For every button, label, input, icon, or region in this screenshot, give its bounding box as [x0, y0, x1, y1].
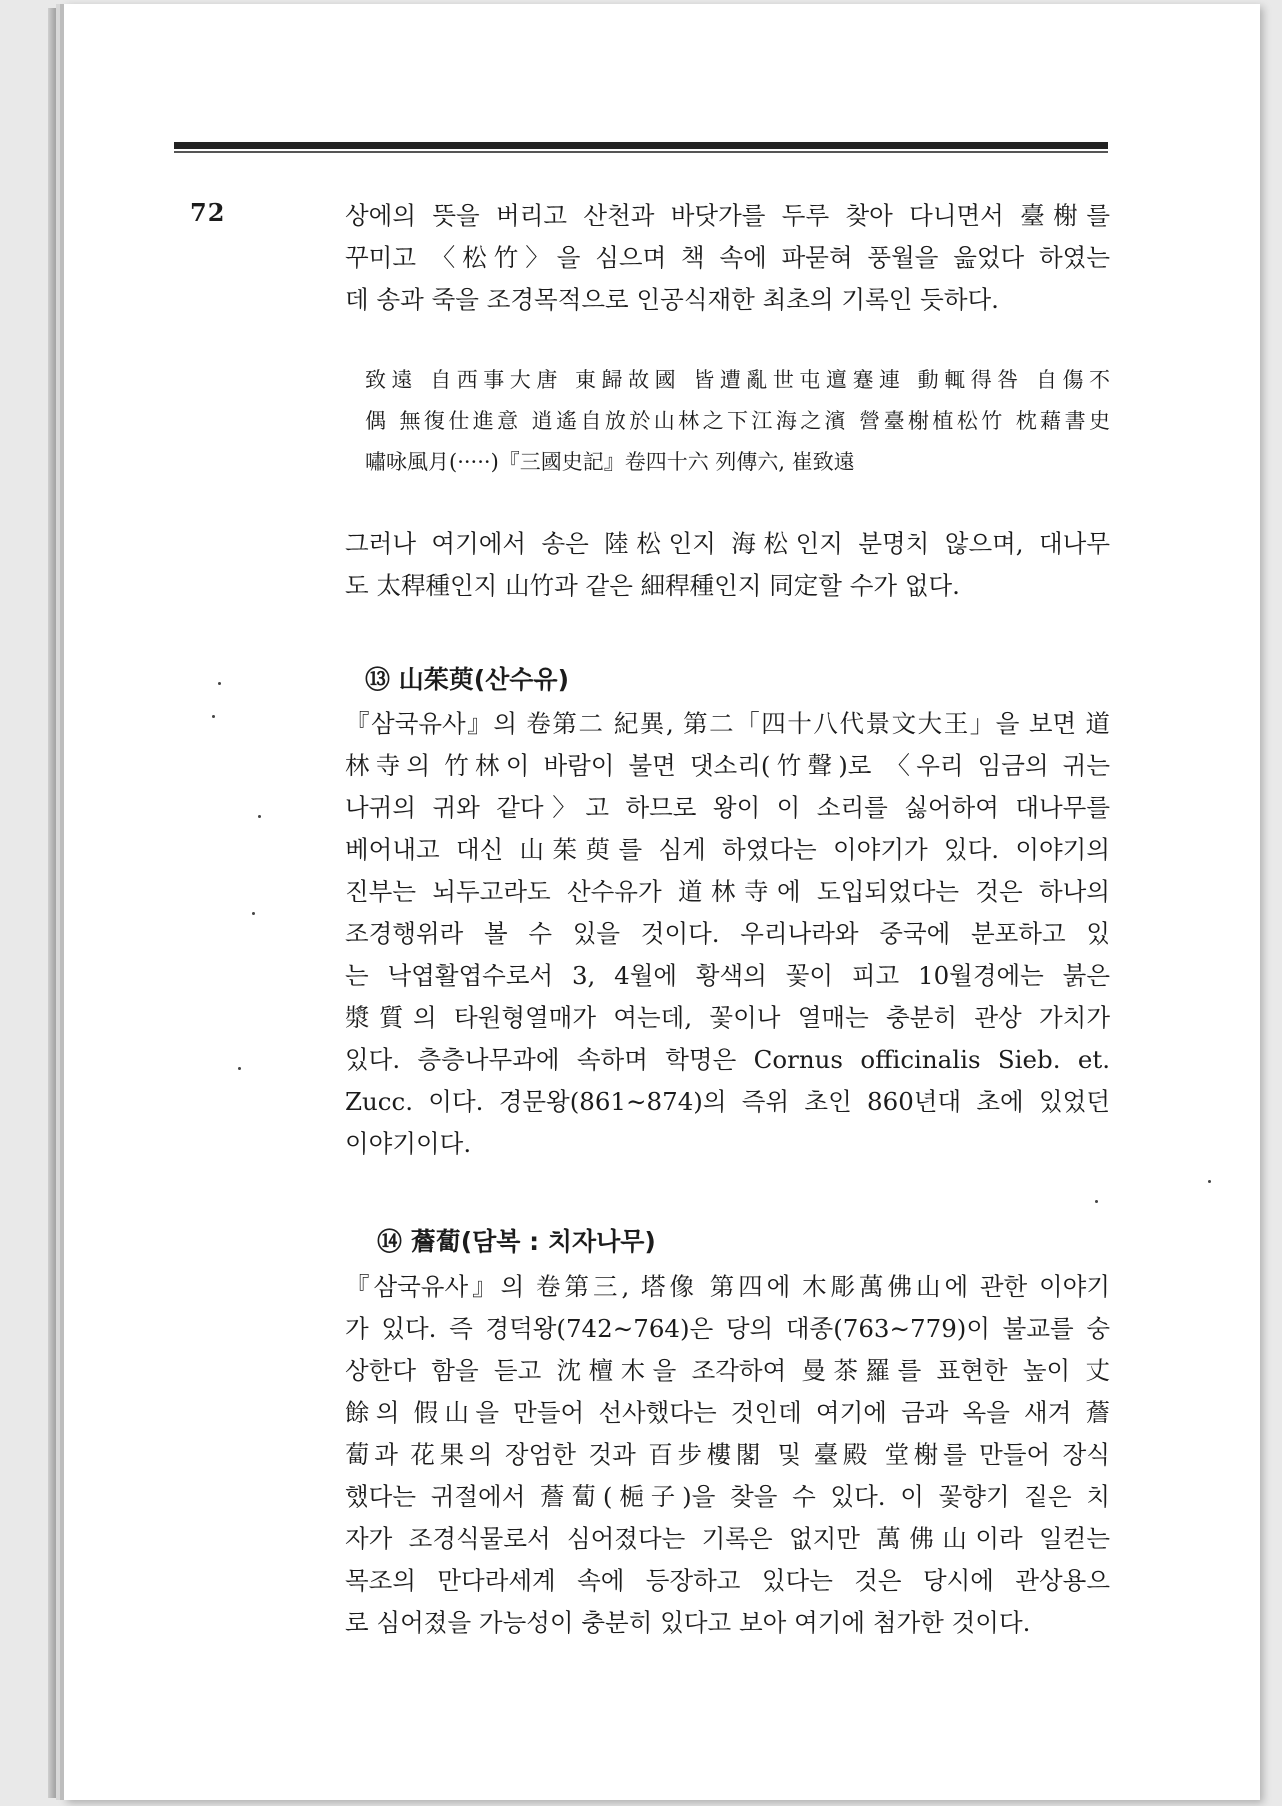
text-line: 漿質의 타원형열매가 여는데, 꽃이나 열매는 충분히 관상 가치가	[345, 1003, 1110, 1032]
text-line: 蔔과 花果의 장엄한 것과 百步樓閣 및 臺殿 堂榭를 만들어 장식	[345, 1440, 1110, 1469]
text-line: 林寺의 竹林이 바람이 불면 댓소리(竹聲)로 〈우리 임금의 귀는	[345, 751, 1110, 780]
page-number: 72	[190, 198, 226, 227]
scan-speck	[258, 815, 261, 818]
text-line: 자가 조경식물로서 심어졌다는 기록은 없지만 萬佛山이라 일컫는	[345, 1524, 1110, 1553]
text-line: 꾸미고 〈松竹〉을 심으며 책 속에 파묻혀 풍월을 읊었다 하였는	[345, 243, 1110, 272]
text-line: 그러나 여기에서 송은 陸松인지 海松인지 분명치 않으며, 대나무	[345, 529, 1110, 558]
text-line: Zucc. 이다. 경문왕(861∼874)의 즉위 초인 860년대 초에 있었던	[345, 1087, 1110, 1116]
scan-speck	[218, 682, 221, 685]
text-line: 는 낙엽활엽수로서 3, 4월에 황색의 꽃이 피고 10월경에는 붉은	[345, 961, 1110, 990]
header-rule-thin	[174, 151, 1108, 153]
quote-line: 嘯咏風月(·····)『三國史記』卷四十六 列傳六, 崔致遠	[365, 450, 855, 474]
scan-speck	[1095, 1200, 1098, 1203]
text-line: 로 심어졌을 가능성이 충분히 있다고 보아 여기에 첨가한 것이다.	[345, 1608, 1031, 1637]
text-line: 목조의 만다라세계 속에 등장하고 있다는 것은 당시에 관상용으	[345, 1566, 1110, 1595]
paragraph-after-quote	[345, 523, 1110, 607]
text-line: 나귀의 귀와 같다〉고 하므로 왕이 이 소리를 싫어하여 대나무를	[345, 793, 1110, 822]
text-line: 베어내고 대신 山茱萸를 심게 하였다는 이야기가 있다. 이야기의	[345, 835, 1110, 864]
scan-speck	[1208, 1180, 1211, 1183]
text-line: 이야기이다.	[345, 1129, 472, 1158]
section-14-heading: ⑭ 薝蔔(담복 : 치자나무)	[377, 1227, 656, 1256]
text-line: 『삼국유사』의 卷第三, 塔像 第四에 木彫萬佛山에 관한 이야기	[345, 1272, 1110, 1301]
text-line: 진부는 뇌두고라도 산수유가 道林寺에 도입되었다는 것은 하나의	[345, 877, 1110, 906]
quote-line: 致遠 自西事大唐 東歸故國 皆遭亂世屯邅蹇連 動輒得咎 自傷不	[365, 368, 1110, 392]
text-line: 상한다 함을 듣고 沈檀木을 조각하여 曼茶羅를 표현한 높이 丈	[345, 1356, 1110, 1385]
text-line: 『삼국유사』의 卷第二 紀異, 第二「四十八代景文大王」을 보면 道	[345, 709, 1110, 738]
scan-speck	[212, 715, 215, 718]
page-edge	[48, 8, 64, 1798]
section-14-body	[345, 1266, 1110, 1644]
header-rule	[174, 142, 1108, 149]
text-line: 있다. 층층나무과에 속하며 학명은 Cornus officinalis Sieb. et.	[345, 1045, 1110, 1074]
text-line: 도 太稈種인지 山竹과 같은 細稈種인지 同定할 수가 없다.	[345, 571, 960, 600]
text-line: 조경행위라 볼 수 있을 것이다. 우리나라와 중국에 분포하고 있	[345, 919, 1110, 948]
classical-quote	[365, 360, 1110, 483]
text-line: 가 있다. 즉 경덕왕(742∼764)은 당의 대종(763∼779)이 불교를 숭	[345, 1314, 1110, 1343]
section-13-heading: ⑬ 山茱萸(산수유)	[365, 665, 570, 694]
text-line: 했다는 귀절에서 薝蔔(梔子)을 찾을 수 있다. 이 꽃향기 짙은 치	[345, 1482, 1110, 1511]
section-13-body	[345, 703, 1110, 1165]
quote-line: 偶 無復仕進意 逍遙自放於山林之下江海之濱 營臺榭植松竹 枕藉書史	[365, 409, 1110, 433]
intro-paragraph	[345, 195, 1110, 321]
scan-speck	[238, 1067, 241, 1070]
scan-speck	[252, 912, 255, 915]
text-line: 상에의 뜻을 버리고 산천과 바닷가를 두루 찾아 다니면서 臺榭를	[345, 201, 1110, 230]
text-line: 餘의 假山을 만들어 선사했다는 것인데 여기에 금과 옥을 새겨 薝	[345, 1398, 1110, 1427]
text-line: 데 송과 죽을 조경목적으로 인공식재한 최초의 기록인 듯하다.	[345, 285, 999, 314]
